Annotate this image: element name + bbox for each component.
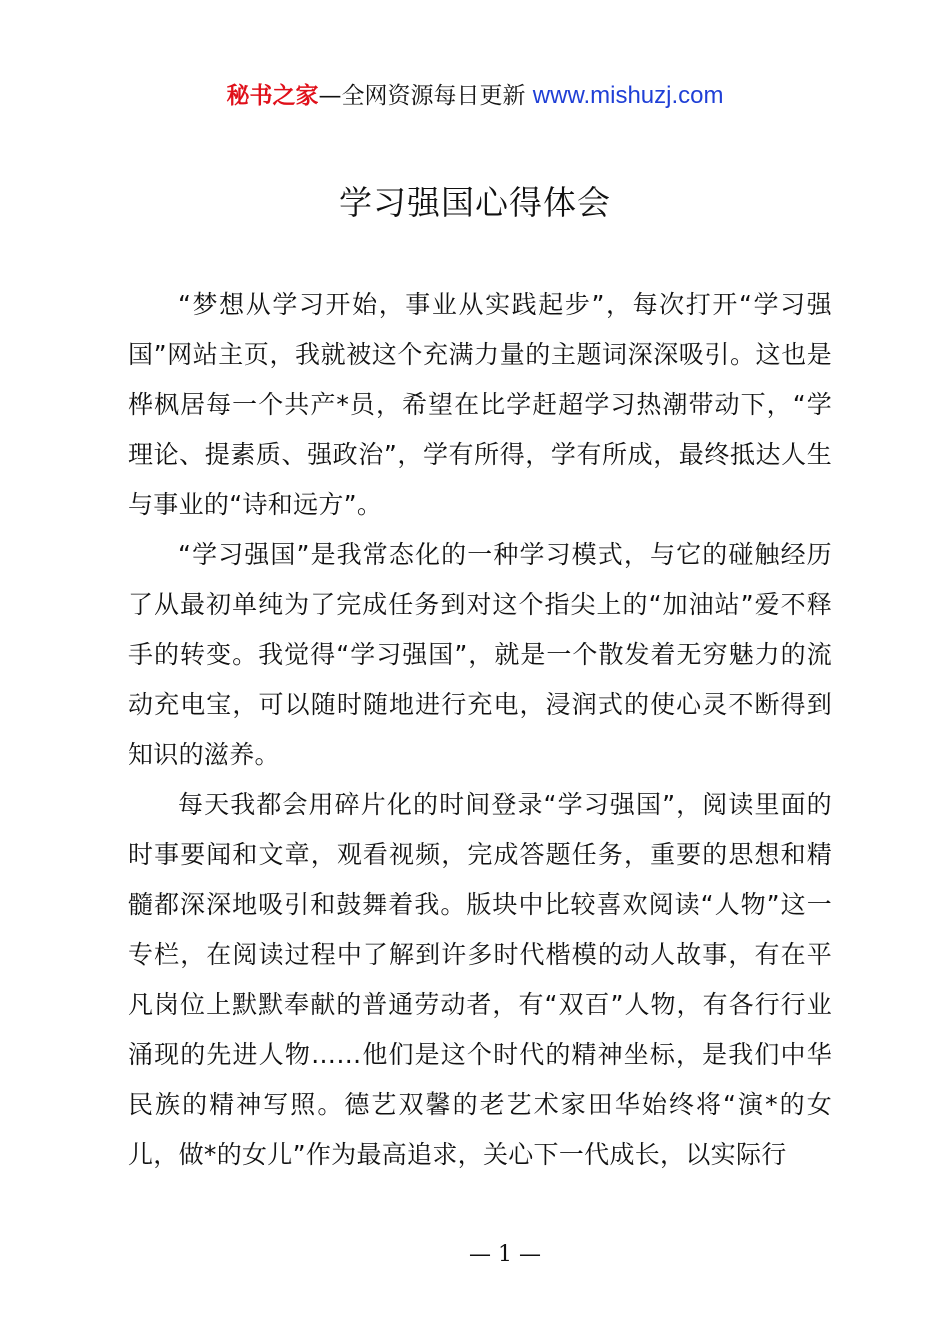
site-header <box>0 80 950 112</box>
site-tagline: —全网资源每日更新 <box>318 83 533 109</box>
site-brand: 秘书之家 <box>226 83 319 109</box>
page-number: — 1 — <box>469 1242 541 1267</box>
document-body <box>128 280 832 1180</box>
paragraph: “梦想从学习开始，事业从实践起步”，每次打开“学习强国”网站主页，我就被这个充满力量的主题词深深吸引。这也是桦枫居每一个共产*员，希望在比学赶超学习热潮带动下，“学理论、提素质、强政治”，学有所得，学有所成，最终抵达人生与事业的“诗和远方”。 <box>128 290 832 519</box>
paragraph: “学习强国”是我常态化的一种学习模式，与它的碰触经历了从最初单纯为了完成任务到对这个指尖上的“加油站”爱不释手的转变。我觉得“学习强国”，就是一个散发着无穷魅力的流动充电宝，可以随时随地进行充电，浸润式的使心灵不断得到知识的滋养。 <box>128 540 832 769</box>
document-title: 学习强国心得体会 <box>339 183 611 222</box>
site-url-link[interactable]: www.mishuzj.com <box>532 82 724 109</box>
paragraph: 每天我都会用碎片化的时间登录“学习强国”，阅读里面的时事要闻和文章，观看视频，完成答题任务，重要的思想和精髓都深深地吸引和鼓舞着我。版块中比较喜欢阅读“人物”这一专栏，在阅读过程中了解到许多时代楷模的动人故事，有在平凡岗位上默默奉献的普通劳动者，有“双百”人物，有各行行业涌现的先进人物……他们是这个时代的精神坐标，是我们中华民族的精神写照。德艺双馨的老艺术家田华始终将“演*的女儿，做*的女儿”作为最高追求，关心下一代成长，以实际行 <box>128 790 832 1169</box>
